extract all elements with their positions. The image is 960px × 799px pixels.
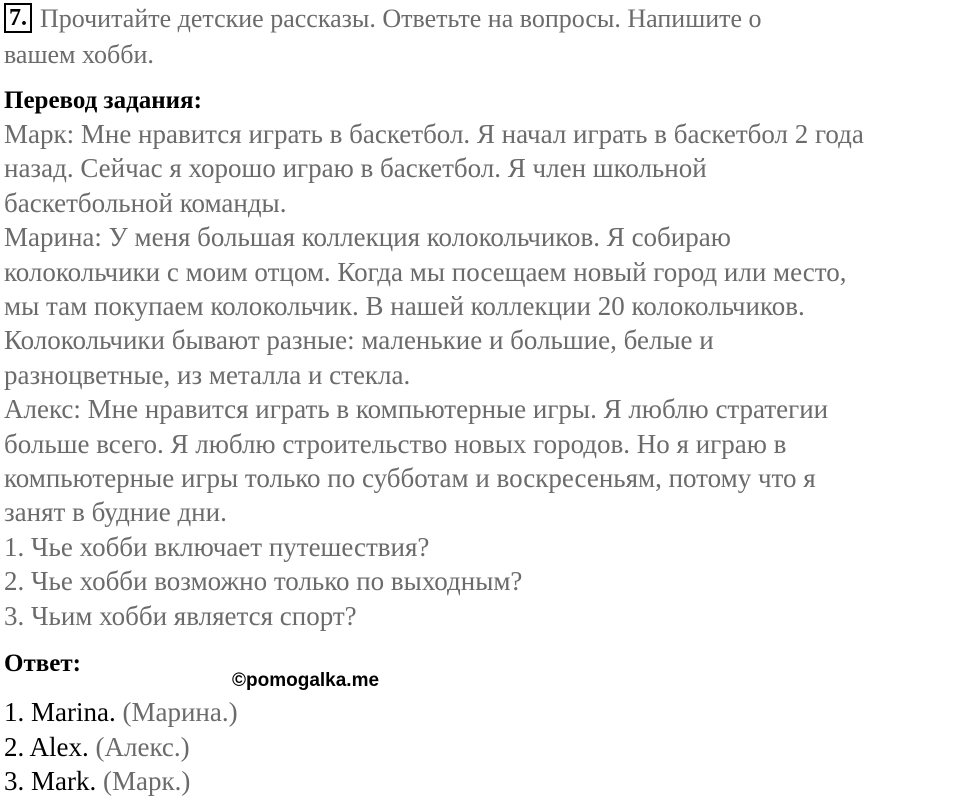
task-instruction-line1 xyxy=(4,2,762,36)
translation-body xyxy=(4,117,960,633)
translation-line: назад. Сейчас я хорошо играю в баскетбол. Я член школьной xyxy=(4,153,707,184)
answer-main: 3. Mark. xyxy=(4,766,97,796)
translation-line: компьютерные игры только по субботам и воскресеньям, потому что я xyxy=(4,463,816,494)
question-3: 3. Чьим хобби является спорт? xyxy=(4,600,357,631)
watermark-text: ©pomogalka.me xyxy=(232,670,380,691)
translation-heading: Перевод задания: xyxy=(4,87,202,114)
answer-translation: (Марина.) xyxy=(122,697,238,727)
answer-item xyxy=(4,730,238,765)
translation-line: занят в будние дни. xyxy=(4,497,227,528)
translation-line: мы там покупаем колокольчик. В нашей коллекции 20 колокольчиков. xyxy=(4,291,805,322)
task-instruction-line2: вашем хобби. xyxy=(4,40,154,69)
task-number-badge: 7. xyxy=(4,3,32,33)
translation-line: Алекс: Мне нравится играть в компьютерные игры. Я люблю стратегии xyxy=(4,394,829,425)
answer-translation: (Марк.) xyxy=(102,766,191,796)
translation-line: колокольчики с моим отцом. Когда мы посещаем новый город или место, xyxy=(4,256,847,287)
translation-line: разноцветные, из металла и стекла. xyxy=(4,359,411,390)
answer-main: 2. Alex. xyxy=(4,731,89,762)
answer-main: 1. Marina. xyxy=(4,697,116,727)
answer-heading: Ответ: xyxy=(4,650,81,677)
translation-line: Колокольчики бывают разные: маленькие и большие, белые и xyxy=(4,325,714,356)
question-2: 2. Чье хобби возможно только по выходным? xyxy=(4,566,523,597)
answer-translation: (Алекс.) xyxy=(95,731,190,762)
task-instruction-text: Прочитайте детские рассказы. Ответьте на вопросы. Напишите о xyxy=(40,4,762,33)
answer-item xyxy=(4,695,238,730)
answer-list xyxy=(4,695,238,799)
answer-item xyxy=(4,764,238,799)
translation-line: Марина: У меня большая коллекция колокольчиков. Я собираю xyxy=(4,222,731,253)
question-1: 1. Чье хобби включает путешествия? xyxy=(4,531,430,562)
translation-line: баскетбольной команды. xyxy=(4,187,287,218)
translation-line: Марк: Мне нравится играть в баскетбол. Я начал играть в баскетбол 2 года xyxy=(4,119,864,149)
translation-line: больше всего. Я люблю строительство новых городов. Но я играю в xyxy=(4,428,787,459)
